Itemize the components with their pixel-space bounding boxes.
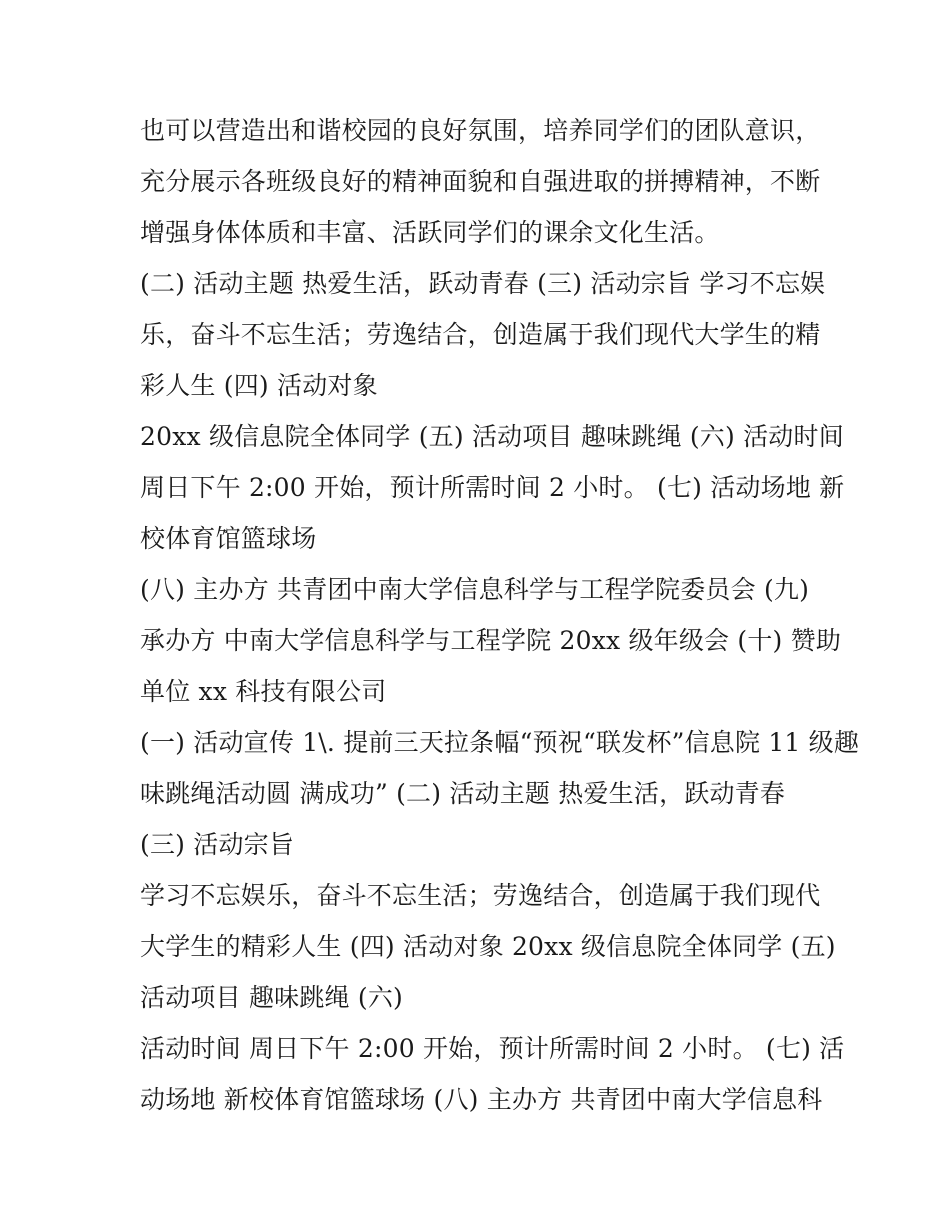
text-line: 活动项目 趣味跳绳 (六) — [140, 983, 404, 1012]
text-line: (三) 活动宗旨 — [140, 830, 295, 859]
text-line: 学习不忘娱乐，奋斗不忘生活；劳逸结合，创造属于我们现代 — [140, 881, 821, 910]
text-line: 校体育馆篮球场 — [140, 524, 317, 553]
text-line: 充分展示各班级良好的精神面貌和自强进取的拼搏精神，不断 — [140, 167, 821, 196]
body-text — [140, 105, 860, 1125]
text-line: 周日下午 2:00 开始，预计所需时间 2 小时。 (七) 活动场地 新 — [140, 473, 845, 502]
text-line: 单位 xx 科技有限公司 — [140, 677, 387, 706]
text-line: 动场地 新校体育馆篮球场 (八) 主办方 共青团中南大学信息科 — [140, 1085, 823, 1114]
text-line: (一) 活动宣传 1\. 提前三天拉条幅“预祝“联发杯”信息院 11 级趣 — [140, 728, 860, 757]
text-line: 彩人生 (四) 活动对象 — [140, 371, 378, 400]
text-line: 乐，奋斗不忘生活；劳逸结合，创造属于我们现代大学生的精 — [140, 320, 821, 349]
text-line: 活动时间 周日下午 2:00 开始，预计所需时间 2 小时。 (七) 活 — [140, 1034, 845, 1063]
text-line: 增强身体体质和丰富、活跃同学们的课余文化生活。 — [140, 218, 720, 247]
text-line: 大学生的精彩人生 (四) 活动对象 20xx 级信息院全体同学 (五) — [140, 932, 836, 961]
text-line: 味跳绳活动圆 满成功” (二) 活动主题 热爱生活，跃动青春 — [140, 779, 786, 808]
text-line: 也可以营造出和谐校园的良好氛围，培养同学们的团队意识， — [140, 116, 821, 145]
text-line: (二) 活动主题 热爱生活，跃动青春 (三) 活动宗旨 学习不忘娱 — [140, 269, 826, 298]
text-line: 承办方 中南大学信息科学与工程学院 20xx 级年级会 (十) 赞助 — [140, 626, 842, 655]
text-line: (八) 主办方 共青团中南大学信息科学与工程学院委员会 (九) — [140, 575, 810, 604]
text-line: 20xx 级信息院全体同学 (五) 活动项目 趣味跳绳 (六) 活动时间 — [140, 422, 844, 451]
